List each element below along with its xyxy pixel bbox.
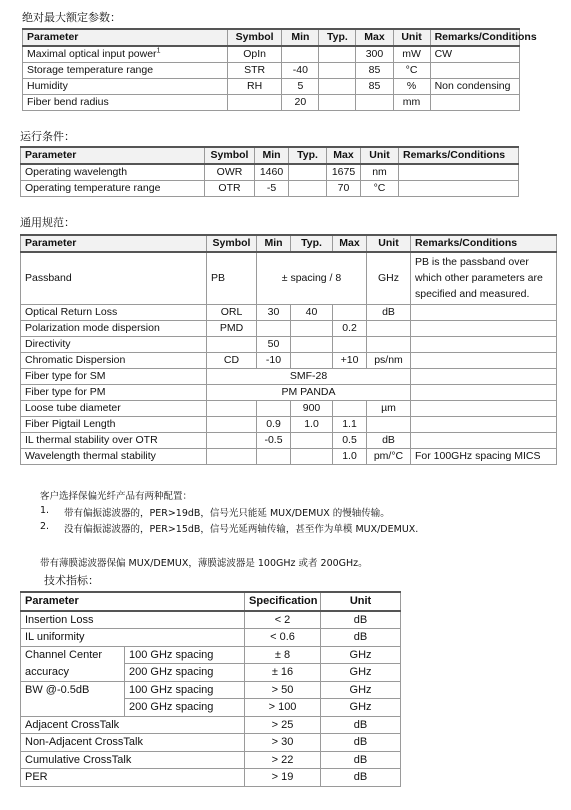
max-cell: 85 (356, 63, 393, 79)
table-header (21, 592, 401, 611)
value-cell: ± spacing / 8 (257, 252, 367, 304)
param-cell: Fiber Pigtail Length (21, 416, 207, 432)
col-header: Remarks/Conditions (430, 29, 519, 46)
remarks-cell (430, 95, 519, 111)
col-header: Max (356, 29, 393, 46)
param-cell: Non-Adjacent CrossTalk (21, 734, 245, 752)
symbol-cell (207, 336, 257, 352)
unit-cell: pm/°C (367, 448, 411, 464)
col-header: Remarks/Conditions (399, 147, 519, 164)
symbol-cell: RH (227, 79, 281, 95)
max-cell: 85 (356, 79, 393, 95)
remarks-cell (411, 416, 557, 432)
spec-cell: < 0.6 (245, 629, 321, 647)
symbol-cell: ORL (207, 304, 257, 320)
min-cell: -10 (257, 352, 291, 368)
col-header: Max (333, 235, 367, 252)
typ-cell (291, 336, 333, 352)
unit-cell: °C (361, 181, 399, 197)
param-cell: Cumulative CrossTalk (21, 751, 245, 769)
param-cell: Operating wavelength (21, 164, 205, 181)
spacing-cell: 200 GHz spacing (125, 664, 245, 682)
table-row (21, 448, 557, 464)
table-row (21, 384, 557, 400)
typ-cell (319, 46, 356, 63)
table-row (21, 416, 557, 432)
unit-cell (367, 320, 411, 336)
symbol-cell: STR (227, 63, 281, 79)
table-row (21, 611, 401, 629)
min-cell (257, 448, 291, 464)
footnote-mark: 1 (156, 47, 161, 55)
col-header: Symbol (207, 235, 257, 252)
table-header (21, 147, 519, 164)
min-cell: 30 (257, 304, 291, 320)
config-intro: 客户选择保偏光纤产品有两种配置： (40, 491, 193, 502)
col-header: Parameter (23, 29, 228, 46)
spec-cell: > 19 (245, 769, 321, 787)
table-header (23, 29, 520, 46)
typ-cell (291, 352, 333, 368)
unit-cell (367, 416, 411, 432)
max-cell: 300 (356, 46, 393, 63)
config-item-1-num: 1. (40, 505, 50, 516)
min-cell: 0.9 (257, 416, 291, 432)
remarks-cell: CW (430, 46, 519, 63)
spacing-cell: 100 GHz spacing (125, 646, 245, 664)
unit-cell: dB (321, 716, 401, 734)
param-cell: Wavelength thermal stability (21, 448, 207, 464)
param-cell: Loose tube diameter (21, 400, 207, 416)
col-header: Parameter (21, 592, 245, 611)
remarks-cell (411, 352, 557, 368)
table-row (21, 699, 401, 717)
param-cell: Chromatic Dispersion (21, 352, 207, 368)
config-item-1: 带有偏振滤波器的，PER>19dB，信号光只能延 MUX/DEMUX 的慢轴传输。 (64, 508, 390, 519)
table-row (21, 336, 557, 352)
typ-cell (319, 79, 356, 95)
col-header: Typ. (289, 147, 327, 164)
value-cell: SMF-28 (207, 368, 411, 384)
col-header: Unit (393, 29, 430, 46)
symbol-cell (227, 95, 281, 111)
param-cell: Channel Center (21, 646, 125, 664)
typ-cell (291, 448, 333, 464)
remarks-cell (411, 320, 557, 336)
table-row (21, 646, 401, 664)
unit-cell: µm (367, 400, 411, 416)
min-cell (257, 320, 291, 336)
spec-cell: > 50 (245, 681, 321, 699)
spec-cell: > 22 (245, 751, 321, 769)
thin-film-note: 带有薄膜滤波器保偏 MUX/DEMUX，薄膜滤波器是 100GHz 或者 200GHz。 (40, 558, 368, 569)
param-cell-empty (21, 699, 125, 717)
symbol-cell (207, 400, 257, 416)
col-header: Remarks/Conditions (411, 235, 557, 252)
max-cell: +10 (333, 352, 367, 368)
table-row (21, 368, 557, 384)
unit-cell: dB (321, 611, 401, 629)
remarks-cell (411, 384, 557, 400)
general-spec-table (20, 234, 557, 465)
typ-cell (319, 95, 356, 111)
table-row (21, 681, 401, 699)
col-header: Typ. (291, 235, 333, 252)
unit-cell: GHz (321, 646, 401, 664)
min-cell: 50 (257, 336, 291, 352)
unit-cell: dB (321, 629, 401, 647)
spacing-cell: 200 GHz spacing (125, 699, 245, 717)
config-item-2: 没有偏振滤波器的，PER>15dB，信号光延两轴传输，甚至作为单模 MUX/DEMUX. (64, 524, 419, 535)
spacing-cell: 100 GHz spacing (125, 681, 245, 699)
param-cell: Humidity (23, 79, 228, 95)
col-header: Max (327, 147, 361, 164)
remarks-cell: Non condensing (430, 79, 519, 95)
unit-cell: GHz (321, 681, 401, 699)
param-cell: PER (21, 769, 245, 787)
typ-cell (289, 181, 327, 197)
remarks-cell (411, 368, 557, 384)
remarks-cell (399, 164, 519, 181)
param-cell: Fiber bend radius (23, 95, 228, 111)
param-cell: Operating temperature range (21, 181, 205, 197)
table-row (23, 95, 520, 111)
remarks-cell (399, 181, 519, 197)
col-header: Symbol (205, 147, 255, 164)
col-header: Symbol (227, 29, 281, 46)
min-cell: 20 (282, 95, 319, 111)
absolute-max-ratings-table (22, 28, 537, 111)
unit-cell: dB (321, 769, 401, 787)
col-header: Min (257, 235, 291, 252)
tech-spec-table (20, 591, 401, 787)
typ-cell: 40 (291, 304, 333, 320)
param-cell: accuracy (21, 664, 125, 682)
max-cell (333, 336, 367, 352)
table-row (21, 181, 519, 197)
table-header (21, 235, 557, 252)
unit-cell: mm (393, 95, 430, 111)
spec-cell: > 30 (245, 734, 321, 752)
typ-cell: 1.0 (291, 416, 333, 432)
param-cell: BW @-0.5dB (21, 681, 125, 699)
param-cell: Polarization mode dispersion (21, 320, 207, 336)
symbol-cell: PB (207, 252, 257, 304)
max-cell: 1.0 (333, 448, 367, 464)
unit-cell: % (393, 79, 430, 95)
typ-cell: 900 (291, 400, 333, 416)
param-cell: Optical Return Loss (21, 304, 207, 320)
param-cell: Directivity (21, 336, 207, 352)
table-row (23, 46, 520, 63)
remarks-cell (411, 336, 557, 352)
unit-cell: dB (321, 751, 401, 769)
param-cell: Fiber type for SM (21, 368, 207, 384)
unit-cell: GHz (367, 252, 411, 304)
remarks-cell (411, 304, 557, 320)
max-cell (333, 304, 367, 320)
section3-title: 通用规范： (20, 216, 75, 229)
min-cell: -5 (255, 181, 289, 197)
remarks-cell (430, 63, 519, 79)
col-header: Typ. (319, 29, 356, 46)
param-cell (23, 46, 228, 63)
section1-title: 绝对最大额定参数： (22, 11, 121, 24)
section2-title: 运行条件： (20, 130, 75, 143)
param-cell: Fiber type for PM (21, 384, 207, 400)
table-row (21, 304, 557, 320)
table-row (23, 79, 520, 95)
min-cell: -0.5 (257, 432, 291, 448)
remarks-cell (411, 432, 557, 448)
symbol-cell: CD (207, 352, 257, 368)
unit-cell: nm (361, 164, 399, 181)
unit-cell: mW (393, 46, 430, 63)
remarks-cell: PB is the passband over which other parameters are specified and measured. (411, 252, 557, 304)
table-row (21, 432, 557, 448)
spec-cell: ± 8 (245, 646, 321, 664)
param-text: Maximal optical input power (27, 48, 157, 60)
min-cell (282, 46, 319, 63)
table-row (23, 63, 520, 79)
col-header: Min (255, 147, 289, 164)
unit-cell: ps/nm (367, 352, 411, 368)
typ-cell (289, 164, 327, 181)
value-cell: PM PANDA (207, 384, 411, 400)
min-cell: 5 (282, 79, 319, 95)
table-row (21, 320, 557, 336)
col-header: Unit (361, 147, 399, 164)
max-cell: 0.5 (333, 432, 367, 448)
max-cell: 0.2 (333, 320, 367, 336)
max-cell (356, 95, 393, 111)
remarks-cell: For 100GHz spacing MICS (411, 448, 557, 464)
table-row (21, 400, 557, 416)
table-row (21, 629, 401, 647)
operating-conditions-table (20, 146, 519, 197)
unit-cell: GHz (321, 699, 401, 717)
typ-cell (291, 432, 333, 448)
table-row-passband (21, 252, 557, 304)
symbol-cell: PMD (207, 320, 257, 336)
max-cell: 70 (327, 181, 361, 197)
table-row (21, 352, 557, 368)
spec-cell: < 2 (245, 611, 321, 629)
unit-cell: GHz (321, 664, 401, 682)
table-row (21, 751, 401, 769)
param-cell: IL thermal stability over OTR (21, 432, 207, 448)
remarks-cell (411, 400, 557, 416)
param-cell: Passband (21, 252, 207, 304)
symbol-cell: OWR (205, 164, 255, 181)
symbol-cell: OTR (205, 181, 255, 197)
typ-cell (319, 63, 356, 79)
col-header: Parameter (21, 147, 205, 164)
param-cell: Storage temperature range (23, 63, 228, 79)
table-row (21, 664, 401, 682)
max-cell: 1675 (327, 164, 361, 181)
min-cell (257, 400, 291, 416)
col-header: Parameter (21, 235, 207, 252)
unit-cell: dB (321, 734, 401, 752)
config-item-2-num: 2. (40, 521, 50, 532)
symbol-cell (207, 448, 257, 464)
unit-cell: °C (393, 63, 430, 79)
col-header: Min (282, 29, 319, 46)
param-cell: IL uniformity (21, 629, 245, 647)
table-row (21, 769, 401, 787)
param-cell: Adjacent CrossTalk (21, 716, 245, 734)
min-cell: 1460 (255, 164, 289, 181)
min-cell: -40 (282, 63, 319, 79)
table-row (21, 164, 519, 181)
unit-cell: dB (367, 432, 411, 448)
unit-cell: dB (367, 304, 411, 320)
spec-title: 技术指标： (44, 574, 99, 587)
symbol-cell (207, 416, 257, 432)
typ-cell (291, 320, 333, 336)
col-header: Unit (367, 235, 411, 252)
spec-cell: > 25 (245, 716, 321, 734)
spec-cell: > 100 (245, 699, 321, 717)
col-header: Specification (245, 592, 321, 611)
unit-cell (367, 336, 411, 352)
symbol-cell (207, 432, 257, 448)
table-row (21, 716, 401, 734)
spec-cell: ± 16 (245, 664, 321, 682)
param-cell: Insertion Loss (21, 611, 245, 629)
symbol-cell: OpIn (227, 46, 281, 63)
max-cell (333, 400, 367, 416)
table-row (21, 734, 401, 752)
max-cell: 1.1 (333, 416, 367, 432)
col-header: Unit (321, 592, 401, 611)
